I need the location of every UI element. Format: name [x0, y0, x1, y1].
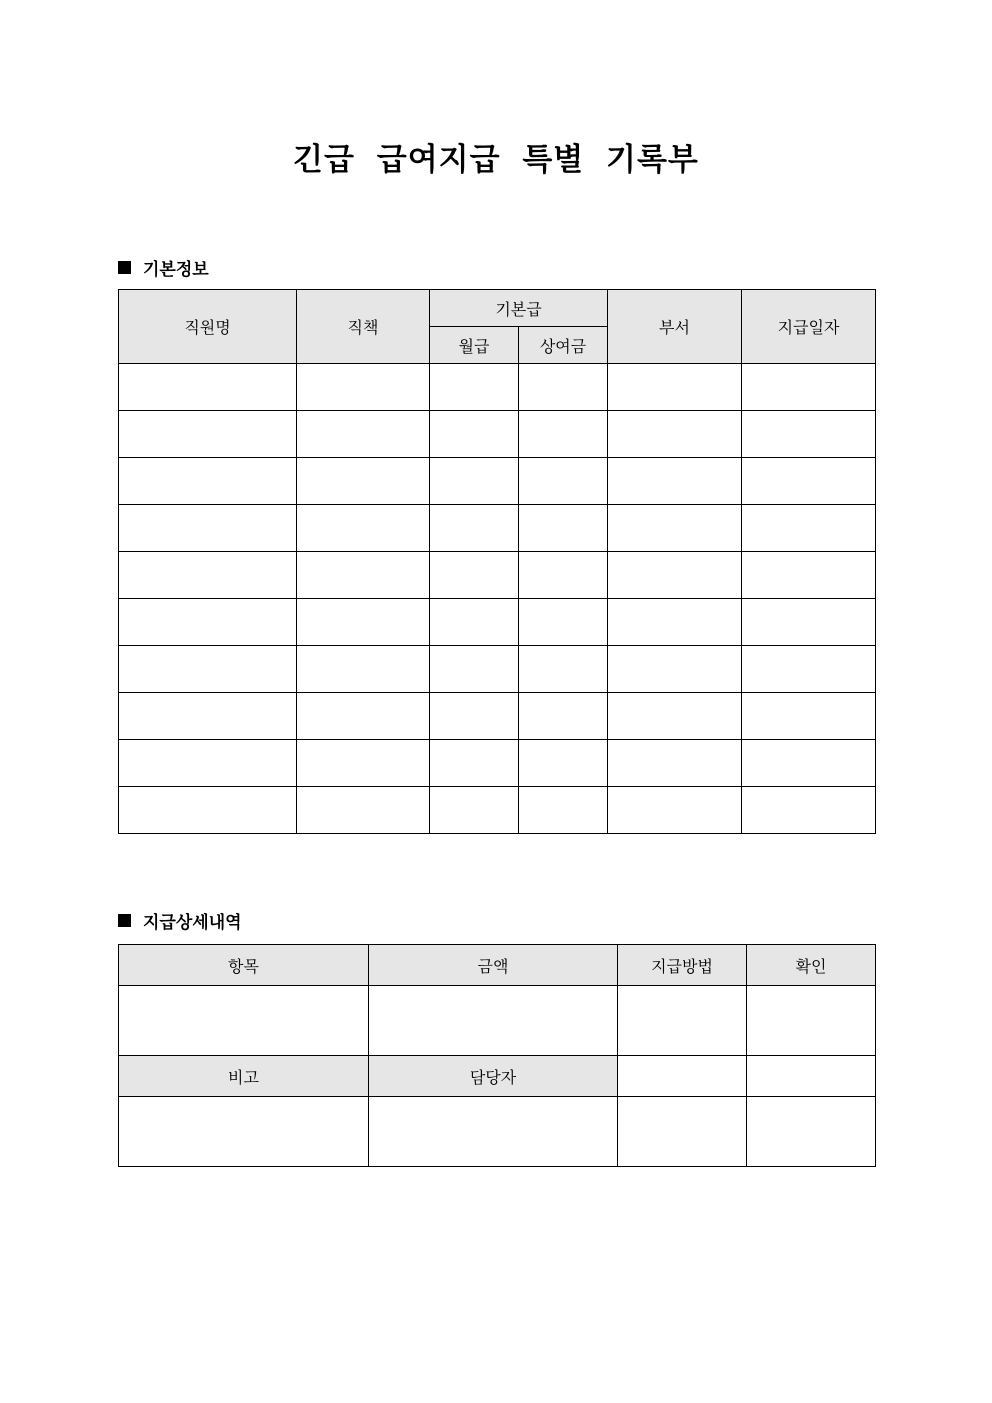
cell-bonus[interactable] — [519, 411, 608, 458]
cell-blank[interactable] — [747, 1056, 876, 1097]
cell-position[interactable] — [297, 599, 430, 646]
cell-bonus[interactable] — [519, 599, 608, 646]
table-row — [119, 599, 876, 646]
header-monthly: 월급 — [430, 327, 519, 364]
table-row — [119, 364, 876, 411]
cell-pay-date[interactable] — [742, 552, 876, 599]
cell-pay-date[interactable] — [742, 646, 876, 693]
cell-pay-date[interactable] — [742, 505, 876, 552]
header-pay-date: 지급일자 — [742, 290, 876, 364]
section-heading-basic — [118, 255, 209, 280]
section-heading-detail — [118, 908, 242, 933]
cell-blank[interactable] — [618, 1097, 747, 1167]
cell-name[interactable] — [119, 505, 297, 552]
table-row — [119, 505, 876, 552]
cell-position[interactable] — [297, 740, 430, 787]
cell-bonus[interactable] — [519, 364, 608, 411]
cell-blank[interactable] — [618, 1056, 747, 1097]
cell-bonus[interactable] — [519, 552, 608, 599]
cell-item[interactable] — [119, 986, 369, 1056]
section-heading-detail-label: 지급상세내역 — [143, 913, 242, 933]
cell-position[interactable] — [297, 646, 430, 693]
cell-department[interactable] — [608, 411, 742, 458]
table-row — [119, 740, 876, 787]
square-bullet-icon — [118, 261, 131, 274]
cell-monthly[interactable] — [430, 599, 519, 646]
cell-name[interactable] — [119, 411, 297, 458]
cell-position[interactable] — [297, 787, 430, 834]
cell-monthly[interactable] — [430, 505, 519, 552]
cell-manager[interactable] — [369, 1097, 618, 1167]
cell-department[interactable] — [608, 552, 742, 599]
cell-pay-date[interactable] — [742, 364, 876, 411]
cell-position[interactable] — [297, 693, 430, 740]
cell-name[interactable] — [119, 599, 297, 646]
cell-position[interactable] — [297, 505, 430, 552]
cell-position[interactable] — [297, 411, 430, 458]
cell-department[interactable] — [608, 646, 742, 693]
cell-name[interactable] — [119, 646, 297, 693]
cell-monthly[interactable] — [430, 364, 519, 411]
cell-pay-date[interactable] — [742, 787, 876, 834]
header-method: 지급방법 — [618, 945, 747, 986]
cell-amount[interactable] — [369, 986, 618, 1056]
header-bonus: 상여금 — [519, 327, 608, 364]
cell-department[interactable] — [608, 740, 742, 787]
cell-bonus[interactable] — [519, 646, 608, 693]
header-name: 직원명 — [119, 290, 297, 364]
cell-bonus[interactable] — [519, 740, 608, 787]
table-row — [119, 411, 876, 458]
cell-monthly[interactable] — [430, 411, 519, 458]
header-item: 항목 — [119, 945, 369, 986]
cell-monthly[interactable] — [430, 646, 519, 693]
cell-name[interactable] — [119, 693, 297, 740]
cell-department[interactable] — [608, 787, 742, 834]
section-heading-basic-label: 기본정보 — [143, 260, 209, 280]
cell-pay-date[interactable] — [742, 740, 876, 787]
cell-position[interactable] — [297, 458, 430, 505]
cell-name[interactable] — [119, 364, 297, 411]
cell-bonus[interactable] — [519, 505, 608, 552]
cell-name[interactable] — [119, 552, 297, 599]
cell-pay-date[interactable] — [742, 693, 876, 740]
header-amount: 금액 — [369, 945, 618, 986]
cell-position[interactable] — [297, 552, 430, 599]
cell-name[interactable] — [119, 787, 297, 834]
square-bullet-icon — [118, 914, 131, 927]
table-row — [119, 787, 876, 834]
cell-bonus[interactable] — [519, 693, 608, 740]
table-row — [119, 458, 876, 505]
cell-method[interactable] — [618, 986, 747, 1056]
header-manager: 담당자 — [369, 1056, 618, 1097]
header-note: 비고 — [119, 1056, 369, 1097]
cell-note[interactable] — [119, 1097, 369, 1167]
table-row — [119, 646, 876, 693]
header-department: 부서 — [608, 290, 742, 364]
cell-bonus[interactable] — [519, 458, 608, 505]
cell-department[interactable] — [608, 364, 742, 411]
header-confirm: 확인 — [747, 945, 876, 986]
cell-monthly[interactable] — [430, 693, 519, 740]
page-title: 긴급 급여지급 특별 기록부 — [293, 142, 699, 178]
cell-monthly[interactable] — [430, 552, 519, 599]
cell-position[interactable] — [297, 364, 430, 411]
header-base-pay: 기본급 — [430, 290, 608, 327]
basic-info-table — [118, 289, 876, 834]
cell-pay-date[interactable] — [742, 458, 876, 505]
cell-monthly[interactable] — [430, 740, 519, 787]
table-row — [119, 693, 876, 740]
cell-pay-date[interactable] — [742, 411, 876, 458]
payment-detail-table — [118, 944, 876, 1167]
cell-department[interactable] — [608, 693, 742, 740]
cell-name[interactable] — [119, 740, 297, 787]
cell-bonus[interactable] — [519, 787, 608, 834]
cell-department[interactable] — [608, 599, 742, 646]
cell-confirm[interactable] — [747, 986, 876, 1056]
cell-blank[interactable] — [747, 1097, 876, 1167]
cell-name[interactable] — [119, 458, 297, 505]
cell-department[interactable] — [608, 505, 742, 552]
cell-monthly[interactable] — [430, 787, 519, 834]
header-position: 직책 — [297, 290, 430, 364]
cell-pay-date[interactable] — [742, 599, 876, 646]
cell-monthly[interactable] — [430, 458, 519, 505]
table-row — [119, 552, 876, 599]
cell-department[interactable] — [608, 458, 742, 505]
